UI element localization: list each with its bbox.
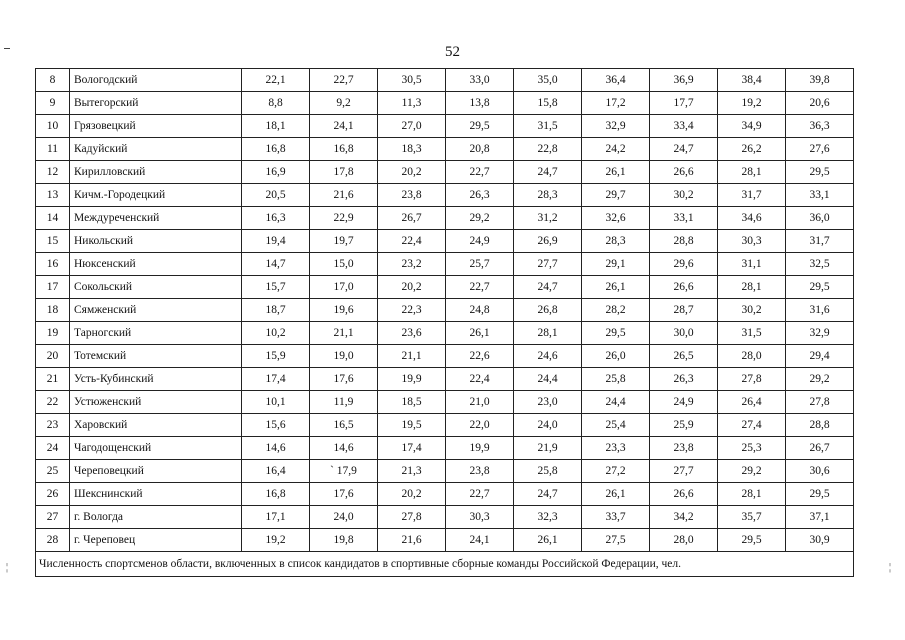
table-row bbox=[36, 69, 854, 92]
value-cell: 29,5 bbox=[582, 322, 650, 345]
district-name-cell: г. Череповец bbox=[70, 529, 242, 552]
district-name-cell: Сокольский bbox=[70, 276, 242, 299]
table-row bbox=[36, 299, 854, 322]
value-cell: 16,8 bbox=[242, 483, 310, 506]
district-name-cell: Никольский bbox=[70, 230, 242, 253]
value-cell: 24,1 bbox=[310, 115, 378, 138]
value-cell: 24,7 bbox=[514, 161, 582, 184]
value-cell: 26,4 bbox=[718, 391, 786, 414]
value-cell: 19,4 bbox=[242, 230, 310, 253]
value-cell: 29,5 bbox=[786, 161, 854, 184]
value-cell: 17,6 bbox=[310, 483, 378, 506]
table-row bbox=[36, 161, 854, 184]
value-cell: 27,4 bbox=[718, 414, 786, 437]
margin-mark-left: ¦ bbox=[6, 562, 9, 573]
table-row bbox=[36, 184, 854, 207]
row-number-cell: 14 bbox=[36, 207, 70, 230]
value-cell: 17,7 bbox=[650, 92, 718, 115]
value-cell: 30,9 bbox=[786, 529, 854, 552]
value-cell: 10,1 bbox=[242, 391, 310, 414]
table-row bbox=[36, 529, 854, 552]
value-cell: 29,2 bbox=[446, 207, 514, 230]
table-row bbox=[36, 437, 854, 460]
value-cell: 26,1 bbox=[446, 322, 514, 345]
row-number-cell: 9 bbox=[36, 92, 70, 115]
page-number: 52 bbox=[445, 44, 460, 60]
value-cell: 24,6 bbox=[514, 345, 582, 368]
row-number-cell: 10 bbox=[36, 115, 70, 138]
value-cell: 33,1 bbox=[650, 207, 718, 230]
value-cell: 8,8 bbox=[242, 92, 310, 115]
value-cell: 15,7 bbox=[242, 276, 310, 299]
district-name-cell: Кичм.-Городецкий bbox=[70, 184, 242, 207]
value-cell: 17,2 bbox=[582, 92, 650, 115]
value-cell: 25,8 bbox=[514, 460, 582, 483]
value-cell: 22,7 bbox=[446, 276, 514, 299]
row-number-cell: 17 bbox=[36, 276, 70, 299]
value-cell: 28,1 bbox=[718, 276, 786, 299]
value-cell: 29,2 bbox=[786, 368, 854, 391]
value-cell: 21,1 bbox=[310, 322, 378, 345]
value-cell: 35,7 bbox=[718, 506, 786, 529]
table-row bbox=[36, 322, 854, 345]
row-number-cell: 19 bbox=[36, 322, 70, 345]
value-cell: 28,8 bbox=[650, 230, 718, 253]
statistics-table bbox=[35, 68, 854, 577]
value-cell: 27,8 bbox=[786, 391, 854, 414]
value-cell: 20,6 bbox=[786, 92, 854, 115]
value-cell: 26,1 bbox=[582, 483, 650, 506]
value-cell: 28,8 bbox=[786, 414, 854, 437]
value-cell: 19,9 bbox=[378, 368, 446, 391]
value-cell: 34,6 bbox=[718, 207, 786, 230]
value-cell: 28,3 bbox=[582, 230, 650, 253]
value-cell: 26,3 bbox=[650, 368, 718, 391]
row-number-cell: 12 bbox=[36, 161, 70, 184]
value-cell: 31,5 bbox=[718, 322, 786, 345]
table-row bbox=[36, 276, 854, 299]
value-cell: 28,1 bbox=[718, 161, 786, 184]
value-cell: 31,5 bbox=[514, 115, 582, 138]
value-cell: 28,0 bbox=[718, 345, 786, 368]
table-footer-row bbox=[36, 552, 854, 577]
district-name-cell: Вологодский bbox=[70, 69, 242, 92]
value-cell: 30,3 bbox=[718, 230, 786, 253]
value-cell: 19,5 bbox=[378, 414, 446, 437]
value-cell: 17,0 bbox=[310, 276, 378, 299]
value-cell: 25,3 bbox=[718, 437, 786, 460]
district-name-cell: Нюксенский bbox=[70, 253, 242, 276]
row-number-cell: 8 bbox=[36, 69, 70, 92]
value-cell: 26,5 bbox=[650, 345, 718, 368]
district-name-cell: Междуреченский bbox=[70, 207, 242, 230]
row-number-cell: 26 bbox=[36, 483, 70, 506]
district-name-cell: Тотемский bbox=[70, 345, 242, 368]
value-cell: 18,3 bbox=[378, 138, 446, 161]
value-cell: 31,2 bbox=[514, 207, 582, 230]
value-cell: 24,0 bbox=[514, 414, 582, 437]
value-cell: 30,0 bbox=[650, 322, 718, 345]
value-cell: 30,3 bbox=[446, 506, 514, 529]
value-cell: 14,7 bbox=[242, 253, 310, 276]
table-row bbox=[36, 368, 854, 391]
value-cell: 36,9 bbox=[650, 69, 718, 92]
value-cell: 24,9 bbox=[446, 230, 514, 253]
table-row bbox=[36, 391, 854, 414]
value-cell: 21,6 bbox=[378, 529, 446, 552]
value-cell: 28,7 bbox=[650, 299, 718, 322]
value-cell: 17,4 bbox=[242, 368, 310, 391]
district-name-cell: Усть-Кубинский bbox=[70, 368, 242, 391]
value-cell: 26,7 bbox=[378, 207, 446, 230]
value-cell: 23,6 bbox=[378, 322, 446, 345]
value-cell: 21,1 bbox=[378, 345, 446, 368]
value-cell: 15,0 bbox=[310, 253, 378, 276]
row-number-cell: 27 bbox=[36, 506, 70, 529]
value-cell: 20,2 bbox=[378, 276, 446, 299]
value-cell: 31,1 bbox=[718, 253, 786, 276]
value-cell: 30,5 bbox=[378, 69, 446, 92]
margin-dash-left bbox=[4, 48, 10, 49]
value-cell: 24,8 bbox=[446, 299, 514, 322]
value-cell: 17,6 bbox=[310, 368, 378, 391]
value-cell: 29,5 bbox=[786, 483, 854, 506]
value-cell: 24,7 bbox=[514, 483, 582, 506]
value-cell: 27,6 bbox=[786, 138, 854, 161]
value-cell: 15,8 bbox=[514, 92, 582, 115]
district-name-cell: Устюженский bbox=[70, 391, 242, 414]
value-cell: 22,0 bbox=[446, 414, 514, 437]
value-cell: 32,6 bbox=[582, 207, 650, 230]
value-cell: 28,1 bbox=[514, 322, 582, 345]
value-cell: 23,8 bbox=[446, 460, 514, 483]
value-cell: 29,6 bbox=[650, 253, 718, 276]
value-cell: 21,0 bbox=[446, 391, 514, 414]
value-cell: 28,0 bbox=[650, 529, 718, 552]
value-cell: 18,7 bbox=[242, 299, 310, 322]
row-number-cell: 20 bbox=[36, 345, 70, 368]
table-row bbox=[36, 138, 854, 161]
value-cell: 33,0 bbox=[446, 69, 514, 92]
value-cell: 19,0 bbox=[310, 345, 378, 368]
value-cell: 14,6 bbox=[310, 437, 378, 460]
value-cell: 27,5 bbox=[582, 529, 650, 552]
value-cell: 13,8 bbox=[446, 92, 514, 115]
row-number-cell: 28 bbox=[36, 529, 70, 552]
value-cell: 19,9 bbox=[446, 437, 514, 460]
district-name-cell: Вытегорский bbox=[70, 92, 242, 115]
row-number-cell: 25 bbox=[36, 460, 70, 483]
row-number-cell: 21 bbox=[36, 368, 70, 391]
value-cell: 25,4 bbox=[582, 414, 650, 437]
value-cell: 22,6 bbox=[446, 345, 514, 368]
value-cell: 17,1 bbox=[242, 506, 310, 529]
value-cell: 32,9 bbox=[582, 115, 650, 138]
value-cell: 29,5 bbox=[786, 276, 854, 299]
value-cell: 30,2 bbox=[650, 184, 718, 207]
value-cell: 31,7 bbox=[718, 184, 786, 207]
value-cell: 24,7 bbox=[650, 138, 718, 161]
value-cell: 17,8 bbox=[310, 161, 378, 184]
value-cell: 22,7 bbox=[446, 161, 514, 184]
value-cell: 16,8 bbox=[310, 138, 378, 161]
value-cell: 22,1 bbox=[242, 69, 310, 92]
value-cell: 30,6 bbox=[786, 460, 854, 483]
table-row bbox=[36, 207, 854, 230]
value-cell: 17,4 bbox=[378, 437, 446, 460]
value-cell: 28,3 bbox=[514, 184, 582, 207]
value-cell: 32,3 bbox=[514, 506, 582, 529]
value-cell: 24,2 bbox=[582, 138, 650, 161]
table-row bbox=[36, 230, 854, 253]
value-cell: 39,8 bbox=[786, 69, 854, 92]
row-number-cell: 11 bbox=[36, 138, 70, 161]
table-row bbox=[36, 506, 854, 529]
district-name-cell: Чагодощенский bbox=[70, 437, 242, 460]
value-cell: 26,6 bbox=[650, 161, 718, 184]
value-cell: 15,6 bbox=[242, 414, 310, 437]
value-cell: 24,4 bbox=[514, 368, 582, 391]
district-name-cell: Сямженский bbox=[70, 299, 242, 322]
value-cell: 38,4 bbox=[718, 69, 786, 92]
value-cell: 23,3 bbox=[582, 437, 650, 460]
value-cell: 33,4 bbox=[650, 115, 718, 138]
value-cell: 37,1 bbox=[786, 506, 854, 529]
table-footer-caption: Численность спортсменов области, включенных в список кандидатов в спортивные сборные команды Российской Федерации, чел. bbox=[36, 552, 854, 577]
value-cell: 25,9 bbox=[650, 414, 718, 437]
value-cell: 21,9 bbox=[514, 437, 582, 460]
value-cell: 36,3 bbox=[786, 115, 854, 138]
value-cell: 19,8 bbox=[310, 529, 378, 552]
value-cell: 16,4 bbox=[242, 460, 310, 483]
table-row bbox=[36, 115, 854, 138]
value-cell: 20,8 bbox=[446, 138, 514, 161]
value-cell: 16,8 bbox=[242, 138, 310, 161]
value-cell: 22,7 bbox=[446, 483, 514, 506]
value-cell: 31,7 bbox=[786, 230, 854, 253]
value-cell: 26,1 bbox=[582, 276, 650, 299]
value-cell: 22,7 bbox=[310, 69, 378, 92]
value-cell: 27,7 bbox=[514, 253, 582, 276]
row-number-cell: 15 bbox=[36, 230, 70, 253]
value-cell: 29,5 bbox=[718, 529, 786, 552]
value-cell: 22,9 bbox=[310, 207, 378, 230]
value-cell: 26,0 bbox=[582, 345, 650, 368]
value-cell: 10,2 bbox=[242, 322, 310, 345]
value-cell: 29,7 bbox=[582, 184, 650, 207]
value-cell: 26,1 bbox=[582, 161, 650, 184]
value-cell: 24,1 bbox=[446, 529, 514, 552]
value-cell: 33,1 bbox=[786, 184, 854, 207]
value-cell: 34,9 bbox=[718, 115, 786, 138]
value-cell: 35,0 bbox=[514, 69, 582, 92]
value-cell: 29,4 bbox=[786, 345, 854, 368]
value-cell: 11,3 bbox=[378, 92, 446, 115]
value-cell: 22,3 bbox=[378, 299, 446, 322]
value-cell: 29,5 bbox=[446, 115, 514, 138]
value-cell: 16,3 bbox=[242, 207, 310, 230]
district-name-cell: г. Вологда bbox=[70, 506, 242, 529]
table-row bbox=[36, 253, 854, 276]
value-cell: 26,6 bbox=[650, 276, 718, 299]
value-cell: 26,9 bbox=[514, 230, 582, 253]
table-row bbox=[36, 414, 854, 437]
value-cell: 22,4 bbox=[446, 368, 514, 391]
value-cell: 24,7 bbox=[514, 276, 582, 299]
value-cell: 32,9 bbox=[786, 322, 854, 345]
value-cell: 27,2 bbox=[582, 460, 650, 483]
value-cell: 24,0 bbox=[310, 506, 378, 529]
district-name-cell: Череповецкий bbox=[70, 460, 242, 483]
value-cell: 21,6 bbox=[310, 184, 378, 207]
value-cell: 22,4 bbox=[378, 230, 446, 253]
value-cell: 23,8 bbox=[378, 184, 446, 207]
value-cell: 27,8 bbox=[378, 506, 446, 529]
value-cell: 11,9 bbox=[310, 391, 378, 414]
value-cell: 26,6 bbox=[650, 483, 718, 506]
row-number-cell: 13 bbox=[36, 184, 70, 207]
row-number-cell: 23 bbox=[36, 414, 70, 437]
value-cell: 19,6 bbox=[310, 299, 378, 322]
value-cell: ` 17,9 bbox=[310, 460, 378, 483]
value-cell: 14,6 bbox=[242, 437, 310, 460]
row-number-cell: 24 bbox=[36, 437, 70, 460]
value-cell: 29,2 bbox=[718, 460, 786, 483]
district-name-cell: Харовский bbox=[70, 414, 242, 437]
value-cell: 26,1 bbox=[514, 529, 582, 552]
value-cell: 26,7 bbox=[786, 437, 854, 460]
district-name-cell: Кадуйский bbox=[70, 138, 242, 161]
value-cell: 27,0 bbox=[378, 115, 446, 138]
value-cell: 28,1 bbox=[718, 483, 786, 506]
value-cell: 19,7 bbox=[310, 230, 378, 253]
value-cell: 19,2 bbox=[718, 92, 786, 115]
row-number-cell: 18 bbox=[36, 299, 70, 322]
value-cell: 32,5 bbox=[786, 253, 854, 276]
value-cell: 29,1 bbox=[582, 253, 650, 276]
margin-mark-right: ¦ bbox=[889, 562, 892, 573]
value-cell: 15,9 bbox=[242, 345, 310, 368]
value-cell: 20,2 bbox=[378, 483, 446, 506]
district-name-cell: Шекснинский bbox=[70, 483, 242, 506]
row-number-cell: 16 bbox=[36, 253, 70, 276]
value-cell: 26,8 bbox=[514, 299, 582, 322]
value-cell: 25,8 bbox=[582, 368, 650, 391]
value-cell: 31,6 bbox=[786, 299, 854, 322]
value-cell: 23,2 bbox=[378, 253, 446, 276]
value-cell: 26,2 bbox=[718, 138, 786, 161]
value-cell: 27,7 bbox=[650, 460, 718, 483]
row-number-cell: 22 bbox=[36, 391, 70, 414]
value-cell: 27,8 bbox=[718, 368, 786, 391]
value-cell: 23,0 bbox=[514, 391, 582, 414]
value-cell: 25,7 bbox=[446, 253, 514, 276]
value-cell: 28,2 bbox=[582, 299, 650, 322]
table-row bbox=[36, 92, 854, 115]
value-cell: 18,5 bbox=[378, 391, 446, 414]
value-cell: 30,2 bbox=[718, 299, 786, 322]
table-row bbox=[36, 483, 854, 506]
district-name-cell: Кирилловский bbox=[70, 161, 242, 184]
value-cell: 22,8 bbox=[514, 138, 582, 161]
value-cell: 21,3 bbox=[378, 460, 446, 483]
value-cell: 18,1 bbox=[242, 115, 310, 138]
value-cell: 20,2 bbox=[378, 161, 446, 184]
table-row bbox=[36, 345, 854, 368]
value-cell: 26,3 bbox=[446, 184, 514, 207]
value-cell: 9,2 bbox=[310, 92, 378, 115]
table-row bbox=[36, 460, 854, 483]
value-cell: 24,4 bbox=[582, 391, 650, 414]
value-cell: 23,8 bbox=[650, 437, 718, 460]
value-cell: 16,9 bbox=[242, 161, 310, 184]
value-cell: 19,2 bbox=[242, 529, 310, 552]
value-cell: 36,0 bbox=[786, 207, 854, 230]
district-name-cell: Грязовецкий bbox=[70, 115, 242, 138]
district-name-cell: Тарногский bbox=[70, 322, 242, 345]
value-cell: 36,4 bbox=[582, 69, 650, 92]
value-cell: 20,5 bbox=[242, 184, 310, 207]
value-cell: 34,2 bbox=[650, 506, 718, 529]
value-cell: 33,7 bbox=[582, 506, 650, 529]
value-cell: 24,9 bbox=[650, 391, 718, 414]
value-cell: 16,5 bbox=[310, 414, 378, 437]
